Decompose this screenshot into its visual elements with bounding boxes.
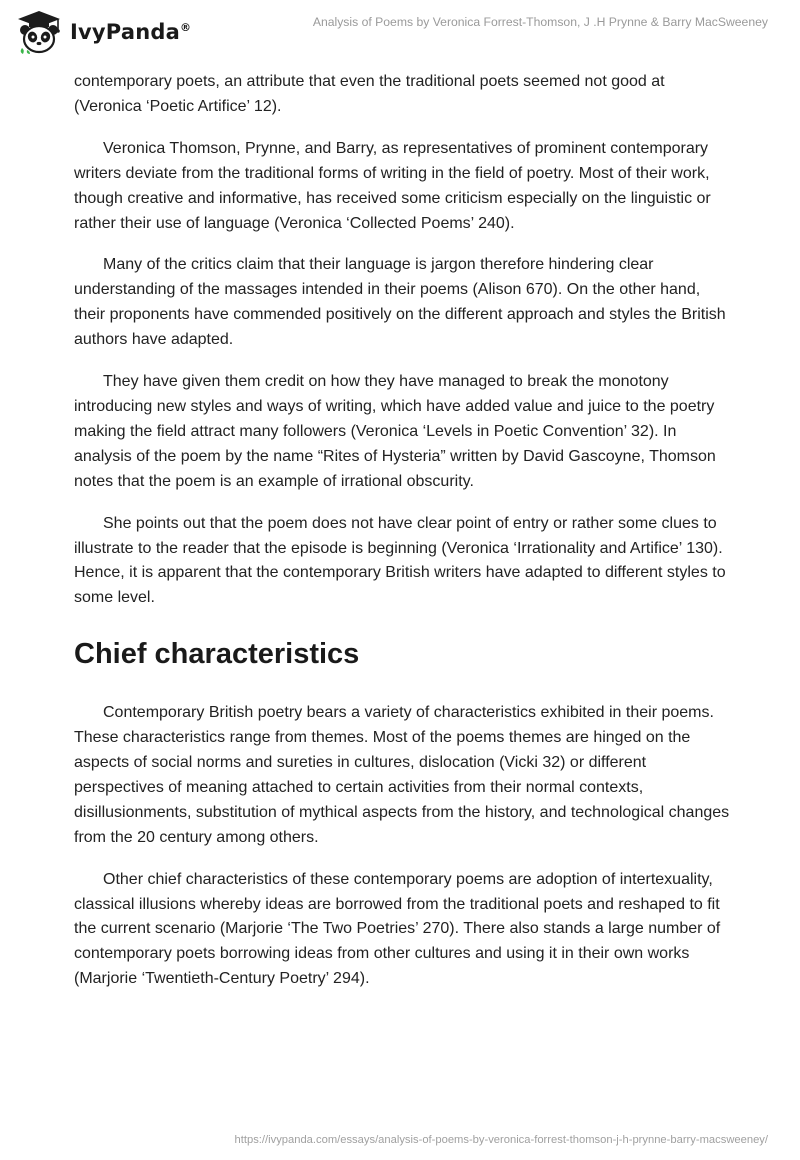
source-url[interactable]: https://ivypanda.com/essays/analysis-of-poems-by-veronica-forrest-thomson-j-h-prynne-barry-macsweeney/ — [234, 1134, 768, 1146]
paragraph: She points out that the poem does not have clear point of entry or rather some clues to illustrate to the reader that the episode is beginning (Veronica ‘Irrationality and Artifice’ 130). Hence, it is apparent that the contemporary British writers have adapted to different styles to some level. — [74, 514, 726, 607]
section-heading: Chief characteristics — [74, 638, 360, 671]
brand-name: IvyPanda® — [70, 20, 192, 44]
panda-graduate-icon — [14, 8, 64, 56]
paragraph: Contemporary British poetry bears a variety of characteristics exhibited in their poems. These characteristics range from themes. Most of the poems themes are hinged on the aspects of social norms and sureties in cultures, dislocation (Vicki 32) or different perspectives of meaning attached to certain activities from their normal contexts, disillusionments, substitution of mythical aspects from the history, and technological changes from the 20 century among others. — [74, 704, 730, 846]
paragraph: Many of the critics claim that their language is jargon therefore hindering clear understanding of the massages intended in their poems (Alison 670). On the other hand, their proponents have commended positively on the different approach and styles the British authors have adapted. — [74, 256, 726, 349]
brand-logo[interactable] — [14, 8, 191, 56]
paragraph: Other chief characteristics of these contemporary poems are adoption of intertexuality, classical illusions whereby ideas are borrowed from the traditional poets and reshaped to fit the current scenario (Marjorie ‘The Two Poetries’ 270). There also stands a large number of contemporary poets borrowing ideas from other cultures and using it in their own works (Marjorie ‘Twentieth-Century Poetry’ 294). — [74, 870, 721, 988]
document-title: Analysis of Poems by Veronica Forrest-Thomson, J .H Prynne & Barry MacSweeney — [312, 15, 768, 29]
registered-mark: ® — [179, 21, 192, 34]
paragraph-continued: contemporary poets, an attribute that even the traditional poets seemed not good at (Veronica ‘Poetic Artifice’ 12). — [74, 73, 665, 115]
page-header — [0, 0, 800, 70]
paragraph: Veronica Thomson, Prynne, and Barry, as representatives of prominent contemporary writers deviate from the traditional forms of writing in the field of poetry. Most of their work, though creative and informative, has received some criticism especially on the linguistic or rather their use of language (Veronica ‘Collected Poems’ 240). — [74, 139, 711, 232]
paragraph: They have given them credit on how they have managed to break the monotony introducing new styles and ways of writing, which have added value and juice to the poetry making the field attract many followers (Veronica ‘Levels in Poetic Convention’ 32). In analysis of the poem by the name “Rites of Hysteria” written by David Gascoyne, Thomson notes that the poem is an example of irrational obscurity. — [74, 373, 716, 490]
article-body — [74, 70, 734, 1009]
